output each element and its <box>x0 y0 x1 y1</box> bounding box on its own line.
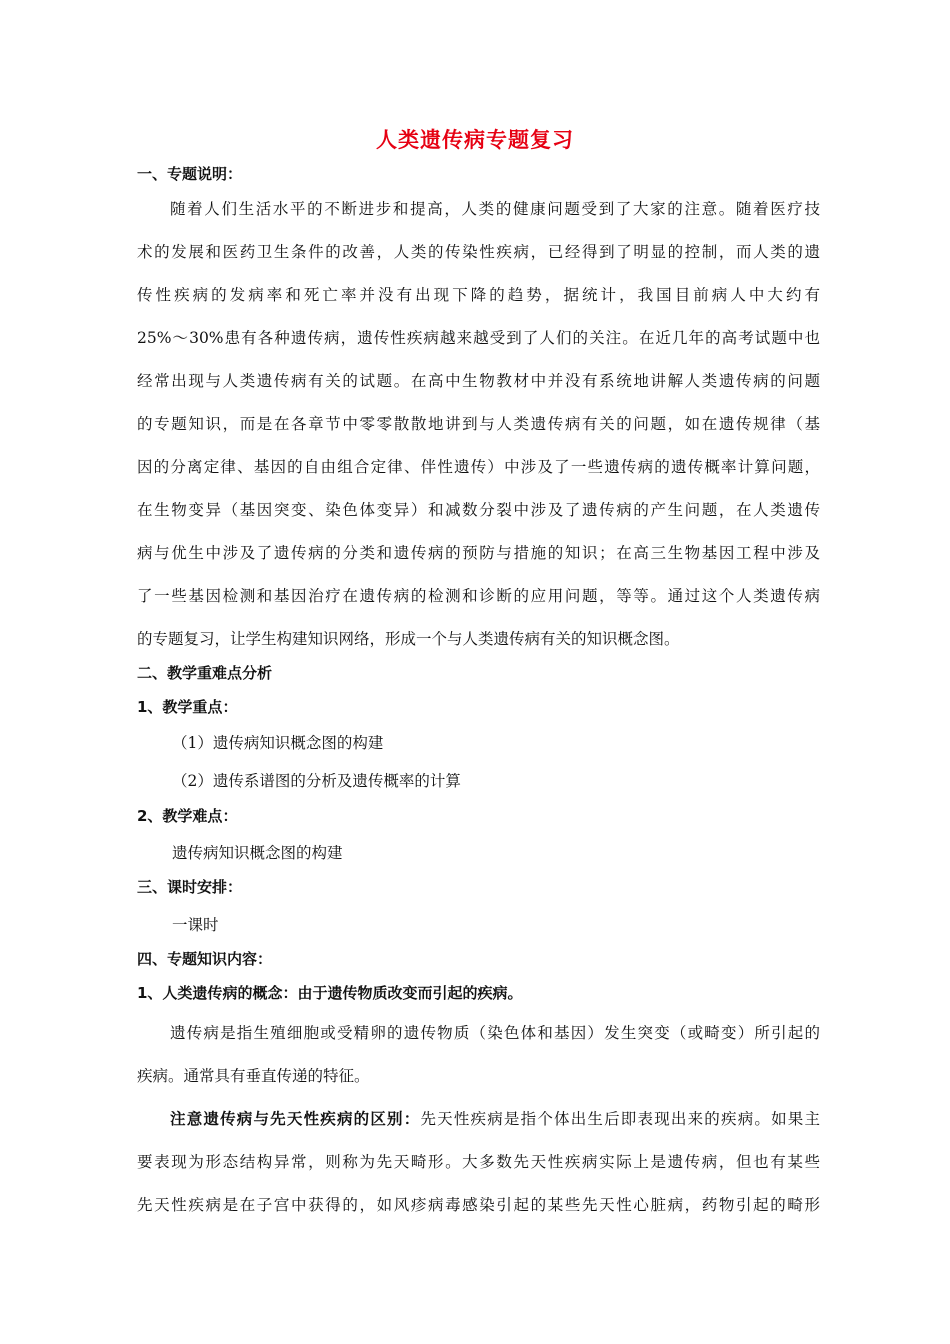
s1-line-8: 在生物变异（基因突变、染色体变异）和减数分裂中涉及了遗传病的产生问题，在人类遗传 <box>137 501 820 519</box>
s4-p2-line-1 <box>170 1107 820 1131</box>
difference-note-text: 先天性疾病是指个体出生后即表现出来的疾病。如果主 <box>420 1110 820 1128</box>
s1-line-5: 经常出现与人类遗传病有关的试题。在高中生物教材中并没有系统地讲解人类遗传病的问题 <box>137 372 820 390</box>
s4-p1-line-2: 疾病。通常具有垂直传递的特征。 <box>137 1067 370 1085</box>
difference-note-label: 注意遗传病与先天性疾病的区别： <box>170 1110 421 1128</box>
section-1-heading: 一、专题说明： <box>137 165 243 183</box>
s2-item-2: （2）遗传系谱图的分析及遗传概率的计算 <box>172 772 461 790</box>
s2-item-3: 遗传病知识概念图的构建 <box>172 844 343 862</box>
document-title: 人类遗传病专题复习 <box>376 128 574 152</box>
section-2-sub-1: 1、教学重点： <box>137 698 238 716</box>
section-2-sub-2: 2、教学难点： <box>137 807 238 825</box>
s1-line-9: 病与优生中涉及了遗传病的分类和遗传病的预防与措施的知识；在高三生物基因工程中涉及 <box>137 544 820 562</box>
s1-line-11: 的专题复习，让学生构建知识网络，形成一个与人类遗传病有关的知识概念图。 <box>137 630 680 648</box>
s1-line-3: 传性疾病的发病率和死亡率并没有出现下降的趋势，据统计，我国目前病人中大约有 <box>137 286 820 304</box>
s1-line-6: 的专题知识，而是在各章节中零零散散地讲到与人类遗传病有关的问题，如在遗传规律（基 <box>137 415 820 433</box>
s1-line-7: 因的分离定律、基因的自由组合定律、伴性遗传）中涉及了一些遗传病的遗传概率计算问题， <box>137 458 820 476</box>
s1-line-2: 术的发展和医药卫生条件的改善，人类的传染性疾病，已经得到了明显的控制，而人类的遗 <box>137 243 820 261</box>
section-4-heading: 四、专题知识内容： <box>137 950 273 968</box>
section-2-heading: 二、教学重难点分析 <box>137 664 273 682</box>
s1-line-1: 随着人们生活水平的不断进步和提高，人类的健康问题受到了大家的注意。随着医疗技 <box>170 200 820 218</box>
s4-p1-line-1: 遗传病是指生殖细胞或受精卵的遗传物质（染色体和基因）发生突变（或畸变）所引起的 <box>170 1024 820 1042</box>
s3-item: 一课时 <box>172 916 219 934</box>
section-4-sub-1: 1、人类遗传病的概念：由于遗传物质改变而引起的疾病。 <box>137 984 523 1002</box>
s4-p2-line-2: 要表现为形态结构异常，则称为先天畸形。大多数先天性疾病实际上是遗传病，但也有某些 <box>137 1153 820 1171</box>
section-3-heading: 三、课时安排： <box>137 878 243 896</box>
s1-line-10: 了一些基因检测和基因治疗在遗传病的检测和诊断的应用问题，等等。通过这个人类遗传病 <box>137 587 820 605</box>
s4-p2-line-3: 先天性疾病是在子宫中获得的，如风疹病毒感染引起的某些先天性心脏病，药物引起的畸形 <box>137 1196 820 1214</box>
s1-line-4: 25%～30%患有各种遗传病，遗传性疾病越来越受到了人们的关注。在近几年的高考试题中也 <box>137 329 820 347</box>
s2-item-1: （1）遗传病知识概念图的构建 <box>172 734 384 752</box>
